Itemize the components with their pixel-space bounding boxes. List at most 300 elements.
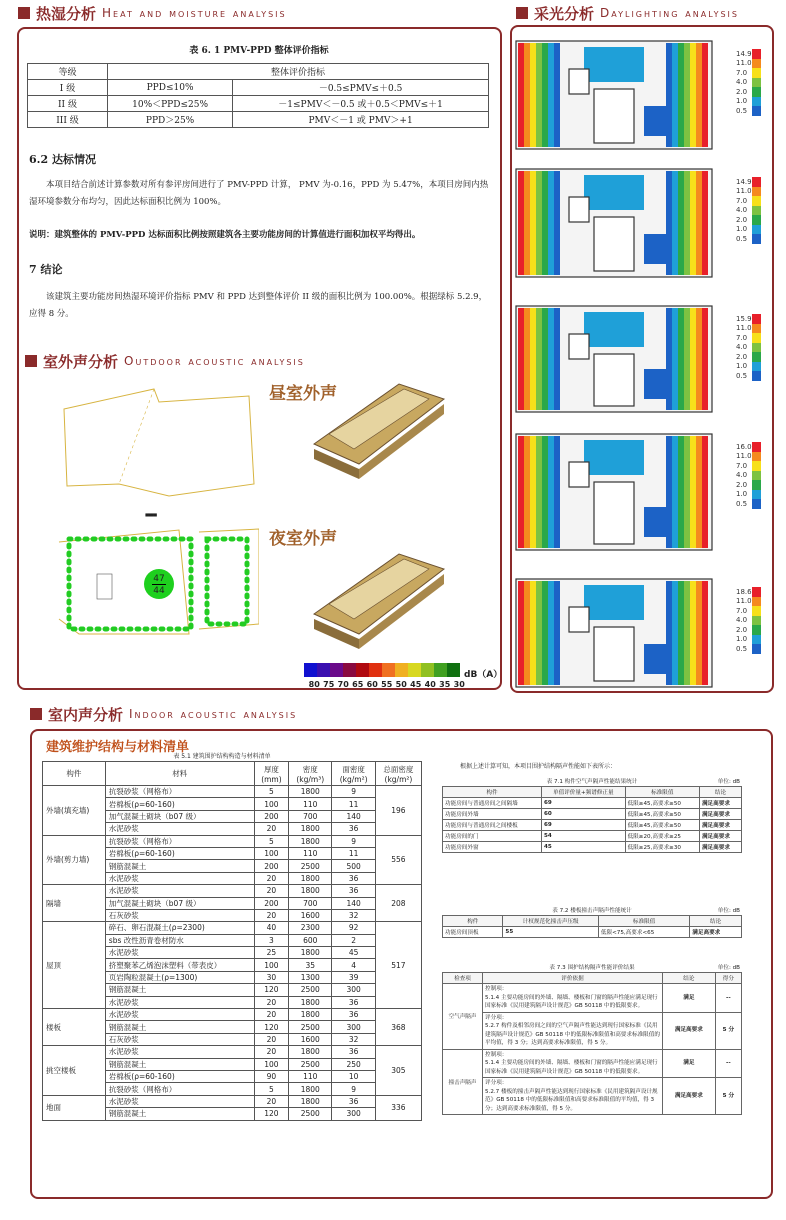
- plan-region: [644, 369, 669, 399]
- scale-value: 45: [410, 680, 422, 689]
- table-cell: 低限≥25,高要求≥30: [625, 842, 699, 853]
- section-6-2: 6.2 达标情况: [29, 153, 96, 166]
- plan-region: [569, 607, 589, 632]
- table-header-row: [443, 787, 742, 798]
- plan-region: [672, 436, 678, 548]
- plan-region: [530, 43, 536, 147]
- day-noise-3d-model: [309, 374, 449, 484]
- plan-region: [702, 436, 708, 548]
- material-cell: 20: [254, 1033, 288, 1045]
- insulation-evaluation-table: [442, 972, 742, 1115]
- material-cell: 11: [332, 847, 375, 859]
- noise-value-bottom: 44: [153, 586, 165, 596]
- material-cell: 3: [254, 934, 288, 946]
- material-cell: 20: [254, 885, 288, 897]
- scale-swatch: [330, 663, 343, 677]
- legend-label: 0.5: [736, 644, 748, 653]
- materials-row: [43, 1046, 422, 1058]
- table-cell: 低限≥45,高要求≥50: [625, 809, 699, 820]
- material-cell: 20: [254, 1046, 288, 1058]
- plan-region: [524, 171, 530, 275]
- plan-region: [690, 171, 696, 275]
- material-cell: 5: [254, 1083, 288, 1095]
- legend-row: [734, 333, 761, 343]
- plan-region: [554, 43, 560, 147]
- plan-region: [690, 43, 696, 147]
- daylight-legend: [734, 587, 761, 654]
- plan-region: [518, 436, 524, 548]
- legend-label: 18.6: [736, 587, 752, 596]
- material-cell: 110: [289, 798, 332, 810]
- material-cell: 140: [332, 897, 375, 909]
- legend-label: 11.0: [736, 324, 752, 333]
- plan-region: [696, 436, 702, 548]
- materials-header: 面密度 (kg/m²): [332, 762, 375, 786]
- plan-region: [569, 69, 589, 94]
- plan-region: [702, 171, 708, 275]
- scale-value: 70: [337, 680, 349, 689]
- material-cell: 35: [289, 959, 332, 971]
- materials-header: 密度 (kg/m³): [289, 762, 332, 786]
- material-cell: 1800: [289, 885, 332, 897]
- plan-region: [569, 197, 589, 222]
- plan-region: [548, 43, 554, 147]
- table-7-1-caption: 表 7.1 构件空气声隔声性能结果统计: [546, 779, 638, 785]
- material-cell: 1800: [289, 1009, 332, 1021]
- materials-subtitle: 建筑维护结构与材料清单: [46, 740, 190, 755]
- table-header: 检查项: [443, 973, 483, 984]
- legend-label: 2.0: [736, 352, 748, 361]
- airborne-insulation-table: [442, 786, 742, 853]
- plan-region: [594, 89, 634, 143]
- material-cell: 岩棉板(ρ=60-160): [105, 847, 254, 859]
- night-noise-3d-model: [309, 544, 449, 654]
- legend-row: [734, 324, 761, 334]
- heat-title-cn: 热湿分析: [36, 4, 97, 23]
- plan-region: [530, 581, 536, 685]
- material-cell: 2500: [289, 1108, 332, 1120]
- scale-value: 30: [453, 680, 465, 689]
- table-7-3-unit: 单位: dB: [717, 965, 740, 971]
- legend-swatch: [752, 225, 761, 235]
- material-cell: 水泥砂浆: [105, 1009, 254, 1021]
- material-cell: 20: [254, 823, 288, 835]
- material-cell: 20: [254, 909, 288, 921]
- table-header-row: [443, 916, 742, 927]
- daylight-floor-plan: [514, 39, 714, 151]
- evaluation-cell: 评分项： 5.2.7 构件及相邻房间之间的空气声隔声性能达到现行国家标准《民用建筑隔声设计规范》GB 50118 中的低限标准限值和高要求标准限值的平均值，得 3 分；达到高要求标准限值，得 5 分。: [483, 1012, 663, 1049]
- material-cell: 石灰砂浆: [105, 909, 254, 921]
- plan-region: [518, 308, 524, 410]
- material-cell: 水泥砂浆: [105, 1095, 254, 1107]
- plan-region: [672, 43, 678, 147]
- night-noise-label: 夜室外声: [269, 529, 337, 549]
- legend-swatch: [752, 68, 761, 78]
- legend-row: [734, 225, 761, 235]
- col-index: 整体评价指标: [108, 64, 489, 80]
- material-cell: 140: [332, 810, 375, 822]
- indoor-section-header: [30, 703, 297, 725]
- section-7: 7 结论: [29, 263, 63, 276]
- table-row: [443, 842, 742, 853]
- evaluation-cell: 满足高要求: [663, 1078, 716, 1115]
- plan-region: [518, 581, 524, 685]
- material-cell: 钢筋混凝土: [105, 1021, 254, 1033]
- evaluation-cell: 评分项： 5.2.7 楼板的撞击声隔声性能达到现行国家标准《民用建筑隔声设计规范》GB 50118 中的低限标准限值和高要求标准限值的平均值，得 3 分；达到高要求标准限值，得 5 分。: [483, 1078, 663, 1115]
- table-cell: 功能房间顶板: [443, 927, 503, 938]
- materials-row: [43, 1009, 422, 1021]
- table-header: 结论: [663, 973, 716, 984]
- scale-mark: ■■■■: [145, 512, 157, 517]
- plan-region: [690, 436, 696, 548]
- legend-label: 4.0: [736, 78, 748, 87]
- material-cell: 100: [254, 798, 288, 810]
- table-cell: 69: [542, 798, 626, 809]
- legend-swatch: [752, 215, 761, 225]
- table-cell: 低限≥45,高要求≥50: [625, 820, 699, 831]
- legend-label: 1.0: [736, 362, 748, 371]
- table-header: 结论: [699, 787, 741, 798]
- legend-row: [734, 215, 761, 225]
- materials-header-row: [43, 762, 422, 786]
- material-cell: 120: [254, 984, 288, 996]
- plan-region: [584, 585, 644, 620]
- legend-swatch: [752, 314, 761, 324]
- legend-swatch: [752, 442, 761, 452]
- daylight-legend: [734, 49, 761, 116]
- material-cell: 36: [332, 1095, 375, 1107]
- table-cell: 功能房间与普通房间之间楼板: [443, 820, 542, 831]
- materials-row: [43, 1095, 422, 1107]
- legend-row: [734, 59, 761, 69]
- pmv-cell: III 级: [28, 112, 108, 128]
- legend-row: [734, 490, 761, 500]
- evaluation-cell: --: [715, 1049, 741, 1078]
- plan-region: [548, 436, 554, 548]
- table-cell: 满足高要求: [699, 798, 741, 809]
- table-row: [443, 927, 742, 938]
- material-cell: 36: [332, 1046, 375, 1058]
- noise-color-scale: [304, 663, 460, 677]
- legend-swatch: [752, 635, 761, 645]
- material-cell: 10: [332, 1070, 375, 1082]
- evaluation-cell: 满足: [663, 1049, 716, 1078]
- daylight-legend: [734, 177, 761, 244]
- material-cell: 钢筋混凝土: [105, 1108, 254, 1120]
- material-cell: 600: [289, 934, 332, 946]
- total-density: 336: [375, 1095, 421, 1120]
- material-cell: 1800: [289, 1083, 332, 1095]
- plan-region: [554, 171, 560, 275]
- material-cell: 水泥砂浆: [105, 947, 254, 959]
- material-cell: 岩棉板(ρ=60-160): [105, 798, 254, 810]
- legend-label: 7.0: [736, 68, 748, 77]
- indoor-title-cn: 室内声分析: [48, 705, 124, 724]
- pmv-cell: PPD＞25%: [108, 112, 233, 128]
- legend-row: [734, 499, 761, 509]
- plan-region: [542, 581, 548, 685]
- noise-scale-values: [307, 680, 467, 689]
- material-cell: 20: [254, 1009, 288, 1021]
- plan-region: [672, 308, 678, 410]
- component-name: 外墙(填充墙): [43, 786, 106, 836]
- legend-swatch: [752, 87, 761, 97]
- material-cell: 300: [332, 1108, 375, 1120]
- legend-label: 0.5: [736, 106, 748, 115]
- plan-region: [594, 354, 634, 406]
- plan-region: [644, 234, 669, 264]
- legend-label: 0.5: [736, 499, 748, 508]
- plan-region: [672, 581, 678, 685]
- legend-row: [734, 78, 761, 88]
- daylight-floor-plan: [514, 304, 714, 414]
- legend-row: [734, 587, 761, 597]
- scale-swatch: [434, 663, 447, 677]
- materials-table: [42, 761, 422, 1121]
- legend-row: [734, 644, 761, 654]
- plan-region: [702, 581, 708, 685]
- material-cell: 抗裂砂浆（网格布）: [105, 835, 254, 847]
- legend-label: 1.0: [736, 97, 748, 106]
- legend-row: [734, 597, 761, 607]
- legend-label: 0.5: [736, 371, 748, 380]
- material-cell: 4: [332, 959, 375, 971]
- materials-header: 构件: [43, 762, 106, 786]
- legend-swatch: [752, 644, 761, 654]
- heat-title-en: Heat and moisture analysis: [102, 6, 287, 20]
- impact-insulation-table: [442, 915, 742, 938]
- legend-swatch: [752, 333, 761, 343]
- table-cell: 54: [542, 831, 626, 842]
- material-cell: 水泥砂浆: [105, 1046, 254, 1058]
- plan-region: [696, 171, 702, 275]
- daylight-floor-plan: [514, 577, 714, 689]
- scale-swatch: [421, 663, 434, 677]
- material-cell: 岩棉板(ρ=60-160): [105, 1070, 254, 1082]
- materials-row: [43, 786, 422, 798]
- legend-row: [734, 635, 761, 645]
- legend-row: [734, 471, 761, 481]
- daylight-panel: [510, 25, 774, 693]
- scale-value: 75: [323, 680, 335, 689]
- table-cell: 功能房间的门: [443, 831, 542, 842]
- plan-region: [678, 436, 684, 548]
- indoor-title-en: Indoor acoustic analysis: [129, 707, 298, 721]
- plan-region: [548, 308, 554, 410]
- table-header: 评价依据: [483, 973, 663, 984]
- legend-label: 4.0: [736, 471, 748, 480]
- plan-region: [569, 334, 589, 359]
- legend-row: [734, 106, 761, 116]
- legend-swatch: [752, 452, 761, 462]
- plan-region: [696, 43, 702, 147]
- legend-label: 2.0: [736, 480, 748, 489]
- legend-label: 7.0: [736, 606, 748, 615]
- section-marker: [18, 7, 30, 19]
- material-cell: 20: [254, 872, 288, 884]
- pmv-cell: II 级: [28, 96, 108, 112]
- daylight-floor-plan: [514, 167, 714, 279]
- legend-swatch: [752, 59, 761, 69]
- outdoor-title-cn: 室外声分析: [43, 352, 119, 371]
- plan-region: [684, 43, 690, 147]
- material-cell: 500: [332, 860, 375, 872]
- legend-swatch: [752, 362, 761, 372]
- pmv-row: [28, 112, 489, 128]
- plan-region: [584, 440, 644, 475]
- legend-label: 1.0: [736, 635, 748, 644]
- plan-region: [690, 308, 696, 410]
- component-name: 屋顶: [43, 922, 106, 1009]
- scale-value: 65: [352, 680, 364, 689]
- material-cell: 加气混凝土砌块（b07 级）: [105, 810, 254, 822]
- material-cell: 36: [332, 823, 375, 835]
- material-cell: 2300: [289, 922, 332, 934]
- legend-label: 11.0: [736, 452, 752, 461]
- plan-region: [524, 436, 530, 548]
- legend-row: [734, 206, 761, 216]
- legend-row: [734, 187, 761, 197]
- legend-swatch: [752, 106, 761, 116]
- legend-row: [734, 314, 761, 324]
- material-cell: 2500: [289, 1058, 332, 1070]
- legend-row: [734, 177, 761, 187]
- material-cell: 700: [289, 897, 332, 909]
- table-cell: 满足高要求: [699, 842, 741, 853]
- pmv-cell: I 级: [28, 80, 108, 96]
- material-cell: 120: [254, 1108, 288, 1120]
- evaluation-cell: 控制项： 5.1.4 主要功能房间的外墙、隔墙、楼板和门窗的隔声性能应满足现行国家标准《民用建筑隔声设计规范》GB 50118 中的低限要求。: [483, 1049, 663, 1078]
- table-cell: 低限≥45,高要求≥50: [625, 798, 699, 809]
- materials-row: [43, 922, 422, 934]
- table-header: 得分: [715, 973, 741, 984]
- materials-row: [43, 835, 422, 847]
- plan-region: [584, 175, 644, 210]
- plan-region: [684, 581, 690, 685]
- scale-value: 35: [439, 680, 451, 689]
- table-cell: 低限<75,高要求<65: [598, 927, 689, 938]
- legend-row: [734, 480, 761, 490]
- material-cell: 钢筋混凝土: [105, 1058, 254, 1070]
- plan-region: [678, 171, 684, 275]
- legend-swatch: [752, 187, 761, 197]
- plan-region: [594, 627, 634, 681]
- material-cell: 1300: [289, 971, 332, 983]
- material-cell: 水泥砂浆: [105, 823, 254, 835]
- material-cell: 36: [332, 1009, 375, 1021]
- pmv-table: [27, 63, 489, 128]
- plan-region: [554, 436, 560, 548]
- material-cell: 120: [254, 1021, 288, 1033]
- table-header: 单值评价量+频谱修正量: [542, 787, 626, 798]
- scale-swatch: [369, 663, 382, 677]
- legend-label: 14.9: [736, 49, 752, 58]
- heat-panel: [17, 27, 502, 690]
- material-cell: 9: [332, 835, 375, 847]
- legend-label: 11.0: [736, 59, 752, 68]
- legend-row: [734, 371, 761, 381]
- evaluation-row: [443, 1049, 742, 1078]
- material-cell: 36: [332, 872, 375, 884]
- plan-region: [542, 171, 548, 275]
- material-cell: 100: [254, 959, 288, 971]
- indoor-panel: [30, 729, 773, 1199]
- material-cell: 抗裂砂浆（网格布）: [105, 1083, 254, 1095]
- plan-region: [684, 436, 690, 548]
- plan-region: [702, 43, 708, 147]
- plan-region: [554, 308, 560, 410]
- material-cell: 200: [254, 860, 288, 872]
- material-cell: 110: [289, 1070, 332, 1082]
- legend-label: 4.0: [736, 343, 748, 352]
- legend-swatch: [752, 97, 761, 107]
- plan-region: [536, 43, 542, 147]
- legend-label: 11.0: [736, 187, 752, 196]
- material-cell: 钢筋混凝土: [105, 860, 254, 872]
- materials-table-caption: 表 5.1 建筑围护结构构造与材料清单: [173, 753, 271, 760]
- pmv-row: [28, 80, 489, 96]
- material-cell: sbs 改性沥青卷材防水: [105, 934, 254, 946]
- legend-label: 14.9: [736, 177, 752, 186]
- material-cell: 700: [289, 810, 332, 822]
- daylight-legend: [734, 442, 761, 509]
- evaluation-cell: 控制项： 5.1.4 主要功能房间的外墙、隔墙、楼板和门窗的隔声性能应满足现行国家标准《民用建筑隔声设计规范》GB 50118 中的低限要求。: [483, 984, 663, 1013]
- table-row: [443, 820, 742, 831]
- pmv-row: [28, 96, 489, 112]
- check-item: 撞击声隔声: [443, 1049, 483, 1115]
- evaluation-cell: 满足: [663, 984, 716, 1013]
- legend-swatch: [752, 343, 761, 353]
- legend-row: [734, 625, 761, 635]
- table-cell: 满足高要求: [699, 809, 741, 820]
- legend-row: [734, 97, 761, 107]
- legend-swatch: [752, 324, 761, 334]
- total-density: 368: [375, 1009, 421, 1046]
- table-7-2-caption: 表 7.2 楼板撞击声隔声性能统计: [552, 908, 632, 914]
- legend-label: 1.0: [736, 225, 748, 234]
- material-cell: 页岩陶粒混凝土(ρ=1300): [105, 971, 254, 983]
- material-cell: 挤塑聚苯乙烯泡沫塑料（带表皮）: [105, 959, 254, 971]
- plan-region: [684, 171, 690, 275]
- table-header: 计权规范化撞击声压级: [503, 916, 598, 927]
- legend-swatch: [752, 625, 761, 635]
- material-cell: 5: [254, 786, 288, 798]
- legend-row: [734, 461, 761, 471]
- scale-swatch: [343, 663, 356, 677]
- legend-row: [734, 362, 761, 372]
- evaluation-cell: 5 分: [715, 1012, 741, 1049]
- material-cell: 2500: [289, 1021, 332, 1033]
- plan-region: [548, 171, 554, 275]
- outdoor-title-en: Outdoor acoustic analysis: [124, 354, 305, 368]
- plan-region: [644, 644, 669, 674]
- site-plan-day: [59, 384, 259, 499]
- legend-swatch: [752, 606, 761, 616]
- legend-label: 4.0: [736, 616, 748, 625]
- material-cell: 水泥砂浆: [105, 872, 254, 884]
- table-cell: 满足高要求: [699, 820, 741, 831]
- material-cell: 25: [254, 947, 288, 959]
- material-cell: 1800: [289, 1095, 332, 1107]
- material-cell: 碎石、卵石混凝土(ρ=2300): [105, 922, 254, 934]
- plan-region: [569, 462, 589, 487]
- plan-region: [678, 43, 684, 147]
- legend-row: [734, 343, 761, 353]
- daylight-title-cn: 采光分析: [534, 4, 595, 23]
- table-header: 构件: [443, 916, 503, 927]
- material-cell: 1800: [289, 823, 332, 835]
- legend-label: 2.0: [736, 625, 748, 634]
